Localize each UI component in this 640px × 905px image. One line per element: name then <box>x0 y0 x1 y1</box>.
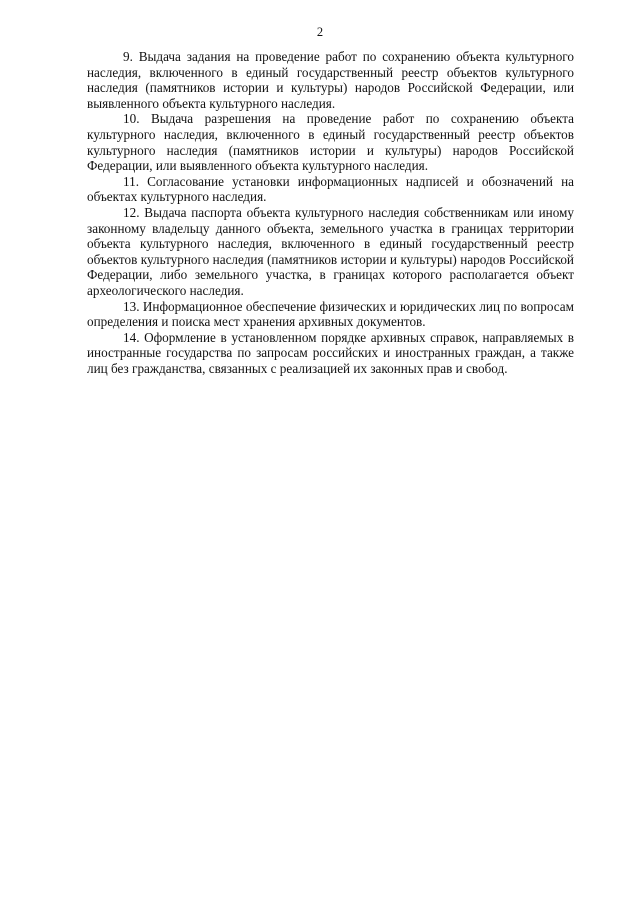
list-item-14: 14. Оформление в установленном порядке архивных справок, направляемых в иностранные государства по запросам российских и иностранных граждан, а также лиц без гражданства, связанных с реализацией их законных прав и свобод. <box>87 329 574 376</box>
list-item-13: 13. Информационное обеспечение физических и юридических лиц по вопросам определения и поиска мест хранения архивных документов. <box>87 298 574 330</box>
list-item-10: 10. Выдача разрешения на проведение работ по сохранению объекта культурного наследия, включенного в единый государственный реестр объектов культурного наследия (памятников истории и культуры) народов Российской Федерации, или выявленного объекта культурного наследия. <box>87 111 574 174</box>
document-body <box>87 49 574 376</box>
list-item-12: 12. Выдача паспорта объекта культурного наследия собственникам или иному законному владельцу данного объекта, земельного участка в границах территории объекта культурного наследия, включенного в единый государственный реестр объектов культурного наследия (памятников истории и культуры) народов Российской Федерации, либо земельного участка, в границах которого располагается объект археологического наследия. <box>87 204 574 298</box>
list-item-11: 11. Согласование установки информационных надписей и обозначений на объектах культурного наследия. <box>87 173 574 205</box>
list-item-9: 9. Выдача задания на проведение работ по сохранению объекта культурного наследия, включенного в единый государственный реестр объектов культурного наследия (памятников истории и культуры) народов Российской Федерации, или выявленного объекта культурного наследия. <box>87 49 574 111</box>
page-number: 2 <box>316 25 324 39</box>
